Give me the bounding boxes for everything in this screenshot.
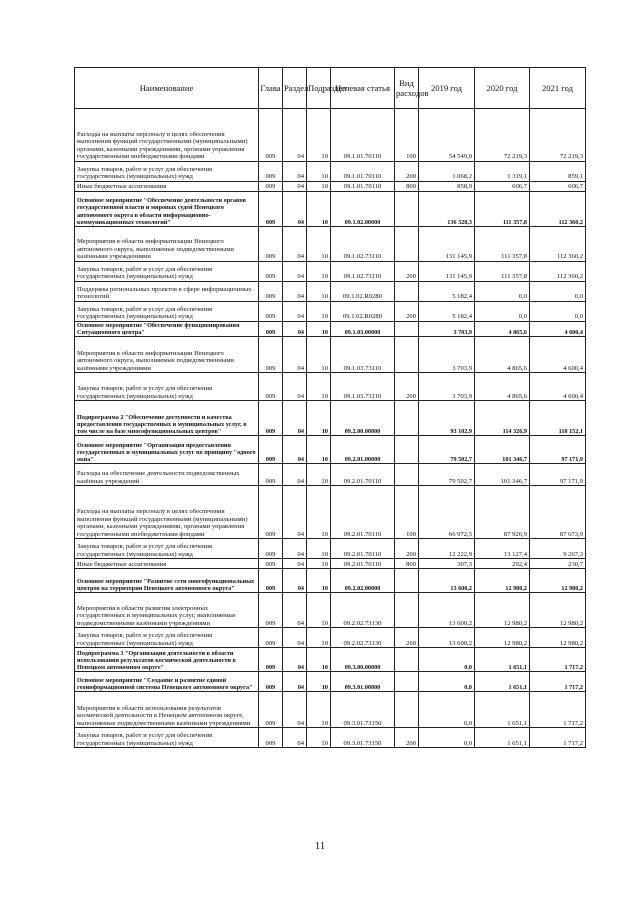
row-glava: 009: [259, 486, 283, 539]
row-value-2021: 606,7: [530, 182, 586, 192]
row-name: Закупка товаров, работ и услуг для обеспечения государственных (муниципальных) нужд: [75, 539, 259, 559]
row-expense-type: [395, 569, 419, 593]
row-razdel: 04: [283, 401, 307, 436]
row-razdel: 04: [283, 322, 307, 337]
row-expense-type: [395, 401, 419, 436]
row-value-2021: 12 980,2: [530, 593, 586, 628]
row-value-2019: 66 972,5: [419, 486, 475, 539]
row-value-2021: 12 980,2: [530, 628, 586, 648]
row-podrazdel: 10: [307, 401, 331, 436]
row-value-2020: 12 980,2: [475, 569, 530, 593]
row-razdel: 04: [283, 436, 307, 464]
row-value-2021: 97 171,9: [530, 436, 586, 464]
row-value-2020: 13 127,4: [475, 539, 530, 559]
row-razdel: 04: [283, 486, 307, 539]
row-podrazdel: 10: [307, 322, 331, 337]
row-podrazdel: 10: [307, 262, 331, 282]
row-target-article: 09.1.02.73110: [331, 227, 395, 262]
row-razdel: 04: [283, 672, 307, 692]
row-podrazdel: 10: [307, 227, 331, 262]
row-value-2020: 111 357,8: [475, 192, 530, 227]
row-podrazdel: 10: [307, 162, 331, 182]
row-razdel: 04: [283, 464, 307, 486]
row-glava: 009: [259, 282, 283, 302]
row-name: Закупка товаров, работ и услуг для обеспечения государственных (муниципальных) нужд: [75, 728, 259, 748]
row-value-2021: 112 360,2: [530, 192, 586, 227]
page-number: 11: [314, 840, 326, 852]
row-value-2020: 4 865,6: [475, 337, 530, 373]
row-value-2019: 3 703,9: [419, 373, 475, 401]
row-value-2020: 292,4: [475, 559, 530, 569]
row-glava: 009: [259, 672, 283, 692]
row-name: Основное мероприятие "Создание и развитие единой геоинформационной системы Ненецкого автономного округа": [75, 672, 259, 692]
row-expense-type: 200: [395, 728, 419, 748]
row-name: Мероприятия в области информатизации Ненецкого автономного округа, выполняемые подведомственными казёнными учреждениями: [75, 227, 259, 262]
row-expense-type: [395, 593, 419, 628]
table-row: [75, 648, 586, 672]
row-value-2019: 1 068,2: [419, 162, 475, 182]
row-podrazdel: 10: [307, 464, 331, 486]
row-podrazdel: 10: [307, 539, 331, 559]
row-name: Закупка товаров, работ и услуг для обеспечения государственных (муниципальных) нужд: [75, 628, 259, 648]
row-value-2019: 858,9: [419, 182, 475, 192]
row-glava: 009: [259, 436, 283, 464]
row-expense-type: 100: [395, 109, 419, 162]
row-glava: 009: [259, 569, 283, 593]
row-glava: 009: [259, 337, 283, 373]
row-razdel: 04: [283, 182, 307, 192]
row-expense-type: [395, 227, 419, 262]
table-row: [75, 464, 586, 486]
row-expense-type: 800: [395, 182, 419, 192]
row-value-2019: 0,0: [419, 692, 475, 728]
row-target-article: 09.2.02.73130: [331, 593, 395, 628]
table-row: [75, 539, 586, 559]
row-name: Основное мероприятие "Обеспечение деятельности органов государственной власти и мировых судей Ненецкого автономного округа в области информационно-коммуникационных технологий": [75, 192, 259, 227]
row-value-2021: 1 717,2: [530, 692, 586, 728]
table-row: [75, 282, 586, 302]
row-value-2019: 131 145,9: [419, 227, 475, 262]
row-value-2020: 4 865,6: [475, 322, 530, 337]
row-value-2019: 13 600,2: [419, 593, 475, 628]
table-row: [75, 401, 586, 436]
row-expense-type: 100: [395, 486, 419, 539]
row-value-2021: 4 600,4: [530, 337, 586, 373]
header-vid: Вид расходов: [395, 68, 419, 109]
table-row: [75, 182, 586, 192]
table-row: [75, 569, 586, 593]
row-razdel: 04: [283, 337, 307, 373]
table-row: [75, 322, 586, 337]
row-podrazdel: 10: [307, 436, 331, 464]
row-value-2019: 0,0: [419, 672, 475, 692]
row-value-2021: 112 360,2: [530, 227, 586, 262]
row-expense-type: [395, 436, 419, 464]
row-target-article: 09.1.01.70110: [331, 162, 395, 182]
row-razdel: 04: [283, 692, 307, 728]
row-podrazdel: 10: [307, 282, 331, 302]
row-expense-type: [395, 322, 419, 337]
row-expense-type: [395, 464, 419, 486]
row-value-2020: 1 651,1: [475, 672, 530, 692]
row-glava: 009: [259, 539, 283, 559]
row-target-article: 09.2.01.00000: [331, 436, 395, 464]
row-podrazdel: 10: [307, 593, 331, 628]
row-expense-type: 200: [395, 302, 419, 322]
table-row: [75, 227, 586, 262]
row-value-2021: 1 717,2: [530, 672, 586, 692]
row-podrazdel: 10: [307, 373, 331, 401]
row-expense-type: 200: [395, 262, 419, 282]
row-value-2021: 1 717,2: [530, 728, 586, 748]
row-target-article: 09.3.00.00000: [331, 648, 395, 672]
row-podrazdel: 10: [307, 337, 331, 373]
row-value-2021: 0,0: [530, 282, 586, 302]
row-target-article: 09.1.02.00000: [331, 192, 395, 227]
row-expense-type: [395, 337, 419, 373]
row-name: Иные бюджетные ассигнования: [75, 182, 259, 192]
table-row: [75, 486, 586, 539]
row-name: Мероприятия в области информатизации Ненецкого автономного округа, выполняемые подведомственными казёнными учреждениями: [75, 337, 259, 373]
table-row: [75, 192, 586, 227]
row-razdel: 04: [283, 593, 307, 628]
row-value-2020: 0,0: [475, 302, 530, 322]
row-glava: 009: [259, 192, 283, 227]
table-row: [75, 593, 586, 628]
row-expense-type: 800: [395, 559, 419, 569]
row-razdel: 04: [283, 302, 307, 322]
row-target-article: 09.2.00.00000: [331, 401, 395, 436]
row-value-2019: 307,3: [419, 559, 475, 569]
budget-table: [74, 67, 586, 748]
row-value-2020: 111 357,8: [475, 227, 530, 262]
header-2019: 2019 год: [419, 68, 475, 109]
row-value-2021: 1 717,2: [530, 648, 586, 672]
row-target-article: 09.3.01.73150: [331, 728, 395, 748]
row-glava: 009: [259, 109, 283, 162]
row-expense-type: [395, 192, 419, 227]
row-razdel: 04: [283, 728, 307, 748]
table-row: [75, 628, 586, 648]
row-value-2019: 0,0: [419, 648, 475, 672]
row-value-2020: 72 219,3: [475, 109, 530, 162]
row-name: Расходы на обеспечение деятельности подведомственных казённых учреждений: [75, 464, 259, 486]
row-value-2021: 110 152,1: [530, 401, 586, 436]
row-value-2020: 87 926,9: [475, 486, 530, 539]
table-row: [75, 373, 586, 401]
row-value-2019: 12 222,9: [419, 539, 475, 559]
row-razdel: 04: [283, 227, 307, 262]
table-row: [75, 728, 586, 748]
row-name: Мероприятия в области развития электронных государственных и муниципальных услуг, выполняемые подведомственными казёнными учреждениями: [75, 593, 259, 628]
row-glava: 009: [259, 728, 283, 748]
row-value-2021: 4 600,4: [530, 322, 586, 337]
row-value-2021: 9 267,3: [530, 539, 586, 559]
table-row: [75, 162, 586, 182]
row-glava: 009: [259, 373, 283, 401]
row-target-article: 09.1.01.70110: [331, 182, 395, 192]
row-value-2020: 606,7: [475, 182, 530, 192]
row-expense-type: [395, 282, 419, 302]
row-glava: 009: [259, 262, 283, 282]
table-row: [75, 337, 586, 373]
table-row: [75, 262, 586, 282]
table-body: [75, 109, 586, 748]
row-name: Закупка товаров, работ и услуг для обеспечения государственных (муниципальных) нужд: [75, 373, 259, 401]
row-target-article: 09.3.01.73150: [331, 692, 395, 728]
row-glava: 009: [259, 182, 283, 192]
row-target-article: 09.2.02.73130: [331, 628, 395, 648]
row-name: Подпрограмма 3 "Организация деятельности в области использования результатов космической деятельности в Ненецком автономном округе": [75, 648, 259, 672]
row-razdel: 04: [283, 569, 307, 593]
row-value-2020: 1 651,1: [475, 692, 530, 728]
row-target-article: 09.1.02.R0280: [331, 282, 395, 302]
row-expense-type: 200: [395, 162, 419, 182]
row-podrazdel: 10: [307, 672, 331, 692]
row-podrazdel: 10: [307, 648, 331, 672]
row-target-article: 09.2.02.00000: [331, 569, 395, 593]
header-glava: Глава: [259, 68, 283, 109]
row-podrazdel: 10: [307, 628, 331, 648]
table-row: [75, 436, 586, 464]
row-name: Подпрограмма 2 "Обеспечение доступности и качества предоставления государственных и муниципальных услуг, в том числе на базе многофункциональных центров": [75, 401, 259, 436]
row-value-2020: 1 651,1: [475, 728, 530, 748]
row-target-article: 09.3.01.00000: [331, 672, 395, 692]
row-value-2020: 12 980,2: [475, 628, 530, 648]
row-target-article: 09.2.01.70110: [331, 539, 395, 559]
row-target-article: 09.1.03.73110: [331, 373, 395, 401]
row-razdel: 04: [283, 628, 307, 648]
row-razdel: 04: [283, 539, 307, 559]
row-razdel: 04: [283, 262, 307, 282]
row-glava: 009: [259, 227, 283, 262]
row-target-article: 09.1.03.73110: [331, 337, 395, 373]
row-value-2021: 97 171,9: [530, 464, 586, 486]
row-podrazdel: 10: [307, 109, 331, 162]
row-expense-type: 200: [395, 539, 419, 559]
row-value-2019: 131 145,9: [419, 262, 475, 282]
row-value-2021: 72 219,3: [530, 109, 586, 162]
row-value-2021: 230,7: [530, 559, 586, 569]
row-value-2020: 111 357,8: [475, 262, 530, 282]
row-name: Поддержка региональных проектов в сфере информационных технологий: [75, 282, 259, 302]
row-value-2021: 4 600,4: [530, 373, 586, 401]
row-name: Расходы на выплаты персоналу в целях обеспечения выполнения функций государственными (муниципальными) органами, казенными учреждениями, органами управления государственными внебюджетными фондами: [75, 109, 259, 162]
row-expense-type: 200: [395, 628, 419, 648]
row-value-2020: 1 319,1: [475, 162, 530, 182]
row-glava: 009: [259, 302, 283, 322]
row-glava: 009: [259, 692, 283, 728]
row-expense-type: 200: [395, 373, 419, 401]
header-razdel: Раздел: [283, 68, 307, 109]
row-expense-type: [395, 672, 419, 692]
row-target-article: 09.2.01.70110: [331, 464, 395, 486]
row-name: Основное мероприятие "Обеспечение функционирования Ситуационного центра": [75, 322, 259, 337]
row-target-article: 09.1.02.R0280: [331, 302, 395, 322]
row-podrazdel: 10: [307, 569, 331, 593]
row-name: Закупка товаров, работ и услуг для обеспечения государственных (муниципальных) нужд: [75, 262, 259, 282]
row-target-article: 09.2.01.70110: [331, 559, 395, 569]
row-value-2021: 0,0: [530, 302, 586, 322]
table-row: [75, 109, 586, 162]
row-glava: 009: [259, 559, 283, 569]
header-2021: 2021 год: [530, 68, 586, 109]
row-value-2021: 112 360,2: [530, 262, 586, 282]
row-name: Мероприятия в области использования результатов космической деятельности в Ненецком автономном округе, выполняемые подведомственными казёнными учреждениями: [75, 692, 259, 728]
row-name: Расходы на выплаты персоналу в целях обеспечения выполнения функций государственными (муниципальными) органами, казенными учреждениями, органами управления государственными внебюджетными фондами: [75, 486, 259, 539]
row-value-2019: 13 600,2: [419, 569, 475, 593]
row-glava: 009: [259, 628, 283, 648]
table-row: [75, 302, 586, 322]
row-glava: 009: [259, 593, 283, 628]
row-podrazdel: 10: [307, 692, 331, 728]
header-name: Наименование: [75, 68, 259, 109]
row-razdel: 04: [283, 162, 307, 182]
row-glava: 009: [259, 322, 283, 337]
row-value-2019: 5 182,4: [419, 282, 475, 302]
row-target-article: 09.1.03.00000: [331, 322, 395, 337]
row-value-2021: 12 980,2: [530, 569, 586, 593]
row-value-2019: 54 549,0: [419, 109, 475, 162]
row-value-2020: 0,0: [475, 282, 530, 302]
row-name: Иные бюджетные ассигнования: [75, 559, 259, 569]
table-header-row: [75, 68, 586, 109]
row-value-2020: 101 346,7: [475, 464, 530, 486]
row-razdel: 04: [283, 373, 307, 401]
row-value-2019: 93 102,9: [419, 401, 475, 436]
header-2020: 2020 год: [475, 68, 530, 109]
row-name: Основное мероприятие "Организация предоставления государственных и муниципальных услуг по принципу "одного окна": [75, 436, 259, 464]
row-value-2021: 87 673,9: [530, 486, 586, 539]
row-value-2019: 136 328,3: [419, 192, 475, 227]
row-value-2021: 859,1: [530, 162, 586, 182]
row-target-article: 09.1.02.73110: [331, 262, 395, 282]
row-value-2019: 5 182,4: [419, 302, 475, 322]
row-glava: 009: [259, 162, 283, 182]
row-value-2019: 3 703,9: [419, 337, 475, 373]
row-name: Закупка товаров, работ и услуг для обеспечения государственных (муниципальных) нужд: [75, 162, 259, 182]
table-row: [75, 559, 586, 569]
row-razdel: 04: [283, 648, 307, 672]
row-value-2020: 4 865,6: [475, 373, 530, 401]
row-razdel: 04: [283, 282, 307, 302]
row-value-2019: 3 703,9: [419, 322, 475, 337]
row-podrazdel: 10: [307, 728, 331, 748]
table-row: [75, 672, 586, 692]
row-name: Закупка товаров, работ и услуг для обеспечения государственных (муниципальных) нужд: [75, 302, 259, 322]
row-glava: 009: [259, 464, 283, 486]
row-podrazdel: 10: [307, 302, 331, 322]
row-value-2019: 0,0: [419, 728, 475, 748]
row-expense-type: [395, 648, 419, 672]
row-razdel: 04: [283, 109, 307, 162]
row-expense-type: [395, 692, 419, 728]
row-glava: 009: [259, 648, 283, 672]
row-name: Основное мероприятие "Развитие сети многофункциональных центров на территории Ненецкого автономного округа": [75, 569, 259, 593]
row-razdel: 04: [283, 559, 307, 569]
header-podrazdel: Подраздел: [307, 68, 331, 109]
row-value-2019: 79 502,7: [419, 464, 475, 486]
row-razdel: 04: [283, 192, 307, 227]
row-target-article: 09.2.01.70110: [331, 486, 395, 539]
row-glava: 009: [259, 401, 283, 436]
row-value-2020: 12 980,2: [475, 593, 530, 628]
row-value-2020: 114 326,9: [475, 401, 530, 436]
row-value-2020: 101 346,7: [475, 436, 530, 464]
row-podrazdel: 10: [307, 486, 331, 539]
row-podrazdel: 10: [307, 559, 331, 569]
row-target-article: 09.1.01.70110: [331, 109, 395, 162]
row-podrazdel: 10: [307, 192, 331, 227]
header-statya: Целевая статья: [331, 68, 395, 109]
row-value-2019: 79 502,7: [419, 436, 475, 464]
row-value-2019: 13 600,2: [419, 628, 475, 648]
row-podrazdel: 10: [307, 182, 331, 192]
row-value-2020: 1 651,1: [475, 648, 530, 672]
table-row: [75, 692, 586, 728]
